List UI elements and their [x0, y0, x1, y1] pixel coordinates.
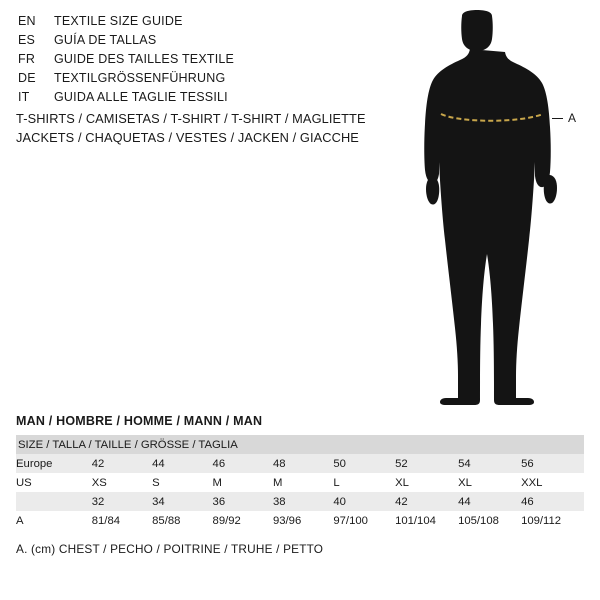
cell: 44 [152, 454, 212, 473]
table-row [16, 473, 584, 492]
cell: XL [395, 473, 458, 492]
language-list [18, 14, 348, 109]
row-label [16, 492, 92, 511]
cell: 85/88 [152, 511, 212, 530]
language-title: TEXTILE SIZE GUIDE [54, 14, 183, 28]
language-title: TEXTILGRÖSSENFÜHRUNG [54, 71, 226, 85]
language-row [18, 71, 348, 90]
cell: 44 [458, 492, 521, 511]
table-row-header [16, 435, 584, 454]
cell: 52 [395, 454, 458, 473]
cell: 34 [152, 492, 212, 511]
table-title: MAN / HOMBRE / HOMME / MANN / MAN [16, 414, 263, 428]
language-row [18, 33, 348, 52]
table-row [16, 511, 584, 530]
cell: 105/108 [458, 511, 521, 530]
cell: 42 [395, 492, 458, 511]
cell: 48 [273, 454, 333, 473]
cell: 36 [213, 492, 273, 511]
language-title: GUÍA DE TALLAS [54, 33, 157, 47]
table-footnote: A. (cm) CHEST / PECHO / POITRINE / TRUHE / PETTO [16, 542, 324, 556]
cell: 46 [213, 454, 273, 473]
language-title: GUIDE DES TAILLES TEXTILE [54, 52, 235, 66]
garment-categories [16, 109, 376, 147]
table-row [16, 454, 584, 473]
category-tshirts: T-SHIRTS / CAMISETAS / T-SHIRT / T-SHIRT / MAGLIETTE [16, 111, 366, 126]
language-row [18, 90, 348, 109]
cell: 46 [521, 492, 584, 511]
cell: M [213, 473, 273, 492]
cell: 97/100 [333, 511, 395, 530]
language-code: ES [18, 33, 36, 47]
cell: 56 [521, 454, 584, 473]
cell: 40 [333, 492, 395, 511]
language-row [18, 52, 348, 71]
category-jackets: JACKETS / CHAQUETAS / VESTES / JACKEN / GIACCHE [16, 130, 359, 145]
row-label: Europe [16, 454, 92, 473]
body-figure [400, 10, 595, 405]
cell: 54 [458, 454, 521, 473]
cell: 38 [273, 492, 333, 511]
size-table-section [16, 414, 584, 556]
row-label: A [16, 511, 92, 530]
language-title: GUIDA ALLE TAGLIE TESSILI [54, 90, 228, 104]
cell: 81/84 [92, 511, 152, 530]
cell: 42 [92, 454, 152, 473]
language-code: IT [18, 90, 30, 104]
cell: 89/92 [213, 511, 273, 530]
language-code: DE [18, 71, 36, 85]
callout-leader-line [552, 118, 563, 119]
male-silhouette-icon [400, 10, 595, 405]
cell: 93/96 [273, 511, 333, 530]
cell: S [152, 473, 212, 492]
cell: XS [92, 473, 152, 492]
cell: 50 [333, 454, 395, 473]
size-table [16, 435, 584, 530]
cell: 32 [92, 492, 152, 511]
cell: XL [458, 473, 521, 492]
cell: 109/112 [521, 511, 584, 530]
language-code: EN [18, 14, 36, 28]
row-label: US [16, 473, 92, 492]
language-row [18, 14, 348, 33]
cell: L [333, 473, 395, 492]
table-row [16, 492, 584, 511]
cell: XXL [521, 473, 584, 492]
callout-label-a: A [568, 111, 577, 125]
language-code: FR [18, 52, 36, 66]
cell: M [273, 473, 333, 492]
table-header-label: SIZE / TALLA / TAILLE / GRÖSSE / TAGLIA [16, 435, 584, 454]
cell: 101/104 [395, 511, 458, 530]
